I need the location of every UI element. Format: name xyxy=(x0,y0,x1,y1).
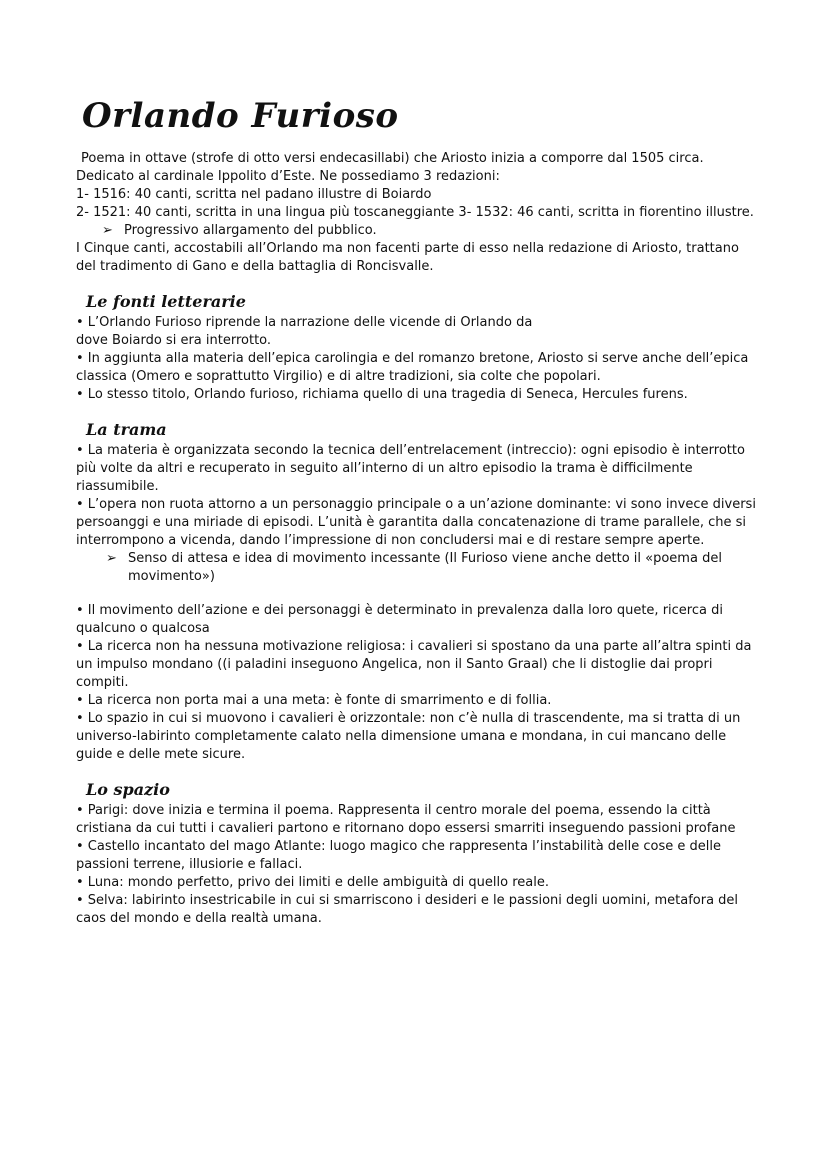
fonti-section xyxy=(76,292,756,404)
intro-paragraph-5: I Cinque canti, accostabili all’Orlando ma non facenti parte di esso nella redazione di Ariosto, trattano del tradimento di Gano e della battaglia di Roncisvalle. xyxy=(76,241,739,274)
intro-paragraph-3: 1- 1516: 40 canti, scritta nel padano illustre di Boiardo xyxy=(76,187,432,202)
trama-arrow-item xyxy=(76,550,756,586)
intro-section xyxy=(76,150,756,276)
fonti-paragraph-1b: dove Boiardo si era interrotto. xyxy=(76,333,272,348)
intro-paragraph-2: Dedicato al cardinale Ippolito d’Este. Ne possediamo 3 redazioni: xyxy=(76,169,500,184)
intro-paragraph-4: 2- 1521: 40 canti, scritta in una lingua più toscaneggiante 3- 1532: 46 canti, scritta in fiorentino illustre. xyxy=(76,205,754,220)
trama-paragraph-5: • La ricerca non porta mai a una meta: è fonte di smarrimento e di follia. xyxy=(76,693,552,708)
trama-section xyxy=(76,420,756,764)
fonti-paragraph-1: • L’Orlando Furioso riprende la narrazione delle vicende di Orlando da xyxy=(76,315,533,330)
spazio-heading: Lo spazio xyxy=(86,780,170,799)
trama-paragraph-4: • La ricerca non ha nessuna motivazione religiosa: i cavalieri si spostano da una parte all’altra spinti da un impulso mondano ((i paladini inseguono Angelica, non il Santo Graal) che li distoglie dai propri compiti. xyxy=(76,639,752,690)
document-page xyxy=(76,96,756,928)
spazio-paragraph-2: • Castello incantato del mago Atlante: luogo magico che rappresenta l’instabilità delle cose e delle passioni terrene, illusiorie e fallaci. xyxy=(76,839,722,872)
arrow-bullet-icon: ➢ xyxy=(102,223,113,238)
trama-paragraph-2: • L’opera non ruota attorno a un personaggio principale o a un’azione dominante: vi sono invece diversi persoanggi e una miriade di episodi. L’unità è garantita dalla concatenazione di trame parallele, che si interrompono a vicenda, dando l’impressione di non concludersi mai e di restare sempre aperte. xyxy=(76,497,756,548)
intro-arrow-text: Progressivo allargamento del pubblico. xyxy=(124,223,377,238)
spazio-paragraph-1: • Parigi: dove inizia e termina il poema. Rappresenta il centro morale del poema, essendo la città cristiana da cui tutti i cavalieri partono e ritornano dopo essersi smarriti inseguendo passioni profane xyxy=(76,803,736,836)
document-title: Orlando Furioso xyxy=(82,96,399,136)
fonti-paragraph-3: • Lo stesso titolo, Orlando furioso, richiama quello di una tragedia di Seneca, Hercules furens. xyxy=(76,387,688,402)
intro-paragraph-1: Poema in ottave (strofe di otto versi endecasillabi) che Ariosto inizia a comporre dal 1505 circa. xyxy=(81,151,704,166)
spacer xyxy=(76,586,756,602)
trama-paragraph-1: • La materia è organizzata secondo la tecnica dell’entrelacement (intreccio): ogni episodio è interrotto più volte da altri e recuperato in seguito all’interno di un altro episodio la trama è difficilmente riassumibile. xyxy=(76,443,745,494)
trama-paragraph-6: • Lo spazio in cui si muovono i cavalieri è orizzontale: non c’è nulla di trascendente, ma si tratta di un universo-labirinto completamente calato nella dimensione umana e mondana, in cui mancano delle guide e delle mete sicure. xyxy=(76,711,741,762)
trama-paragraph-3: • Il movimento dell’azione e dei personaggi è determinato in prevalenza dalla loro quete, ricerca di qualcuno o qualcosa xyxy=(76,603,723,636)
intro-arrow-item xyxy=(76,222,756,240)
spazio-paragraph-4: • Selva: labirinto insestricabile in cui si smarriscono i desideri e le passioni degli uomini, metafora del caos del mondo e della realtà umana. xyxy=(76,893,739,926)
spazio-section xyxy=(76,780,756,928)
arrow-bullet-icon: ➢ xyxy=(106,551,117,566)
trama-arrow-text: Senso di attesa e idea di movimento incessante (Il Furioso viene anche detto il «poema del movimento») xyxy=(128,551,722,584)
spazio-paragraph-3: • Luna: mondo perfetto, privo dei limiti e delle ambiguità di quello reale. xyxy=(76,875,549,890)
fonti-heading: Le fonti letterarie xyxy=(86,292,246,311)
fonti-paragraph-2: • In aggiunta alla materia dell’epica carolingia e del romanzo bretone, Ariosto si serve anche dell’epica classica (Omero e soprattutto Virgilio) e di altre tradizioni, sia colte che popolari. xyxy=(76,351,749,384)
trama-heading: La trama xyxy=(86,420,167,439)
